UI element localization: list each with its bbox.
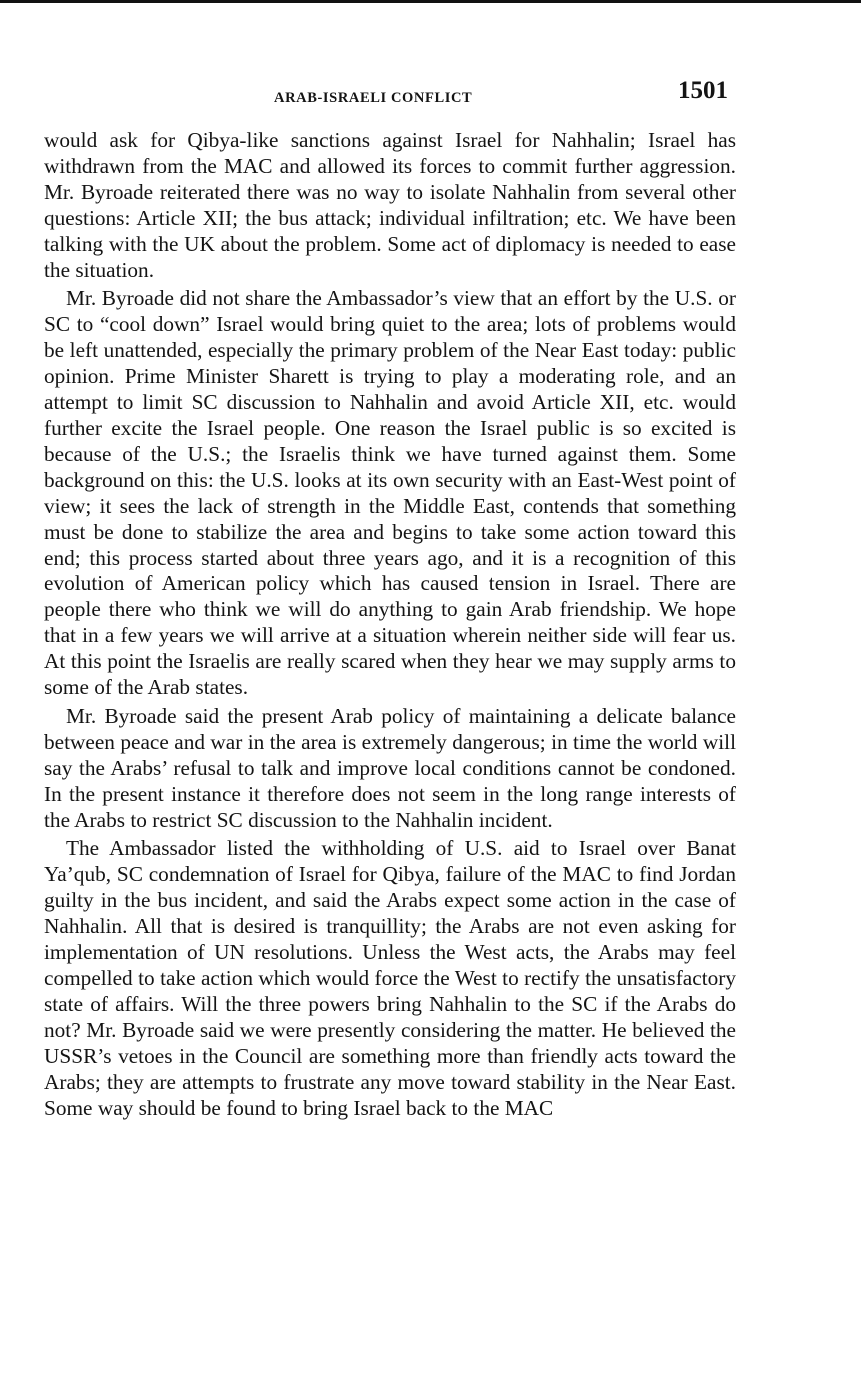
body-text xyxy=(44,128,736,1121)
paragraph-byroade-public-opinion: Mr. Byroade did not share the Ambassador’s view that an effort by the U.S. or SC to “cool down” Israel would bring quiet to the area; lots of problems would be left unattended, especially the primary problem of the Near East today: public opinion. Prime Minister Sharett is trying to play a moderating role, and an attempt to limit SC discussion to Nahhalin and avoid Article XII, etc. would further excite the Israel people. One reason the Israel public is so excited is because of the U.S.; the Israelis think we have turned against them. Some background on this: the U.S. looks at its own security with an East-West point of view; it sees the lack of strength in the Middle East, contends that something must be done to stabilize the area and begins to take some action toward this end; this process started about three years ago, and it is a recognition of this evolution of American policy which has caused tension in Israel. There are people there who think we will do anything to gain Arab friendship. We hope that in a few years we will arrive at a situation wherein neither side will fear us. At this point the Israelis are really scared when they hear we may supply arms to some of the Arab states. xyxy=(44,286,736,700)
page-number: 1501 xyxy=(678,77,728,104)
paragraph-arab-policy: Mr. Byroade said the present Arab policy of maintaining a delicate balance between peace and war in the area is extremely dangerous; in time the world will say the Arabs’ refusal to talk and improve local conditions cannot be condoned. In the present instance it therefore does not seem in the long range interests of the Arabs to restrict SC discussion to the Nahhalin incident. xyxy=(44,703,736,832)
running-title: ARAB-ISRAELI CONFLICT xyxy=(274,90,473,106)
running-head xyxy=(44,78,736,128)
document-page xyxy=(44,78,736,1124)
paragraph-ambassador-list: The Ambassador listed the withholding of U.S. aid to Israel over Banat Ya’qub, SC condemnation of Israel for Qibya, failure of the MAC to find Jordan guilty in the bus incident, and said the Arabs expect some action in the case of Nahhalin. All that is desired is tranquillity; the Arabs are not even asking for implementation of UN resolutions. Unless the West acts, the Arabs may feel compelled to take action which would force the West to rectify the unsatisfactory state of affairs. Will the three powers bring Nahhalin to the SC if the Arabs do not? Mr. Byroade said we were presently considering the matter. He believed the USSR’s vetoes in the Council are something more than friendly acts toward the Arabs; they are attempts to frustrate any move toward stability in the Near East. Some way should be found to bring Israel back to the MAC xyxy=(44,836,736,1120)
top-edge-rule xyxy=(0,0,861,3)
paragraph-continuation: would ask for Qibya-like sanctions against Israel for Nahhalin; Israel has withdrawn from the MAC and allowed its forces to commit further aggression. Mr. Byroade reiterated there was no way to isolate Nahhalin from several other questions: Article XII; the bus attack; individual infiltration; etc. We have been talking with the UK about the problem. Some act of diplomacy is needed to ease the situation. xyxy=(44,128,736,282)
